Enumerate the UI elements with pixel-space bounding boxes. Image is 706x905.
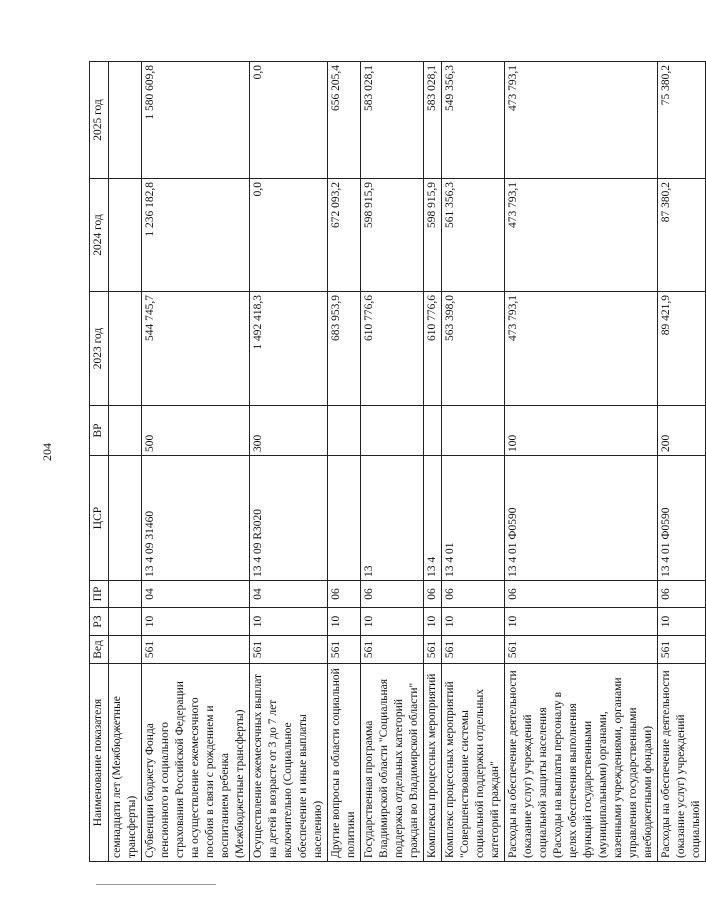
row-ved: 561 (424, 636, 442, 664)
row-rz: 10 (424, 608, 442, 636)
row-name: Государственная программа Владимирской области "Социальная поддержка отдельных категорий граждан во Владимирской области" (361, 664, 424, 862)
row-2024: 598 915,9 (361, 179, 424, 292)
table-row (442, 62, 505, 862)
row-vr (442, 406, 505, 456)
row-ved: 561 (328, 636, 361, 664)
row-csr: 13 4 01 (442, 456, 505, 581)
table-row (505, 62, 658, 862)
row-2023: 89 421,9 (658, 292, 706, 406)
row-rz: 10 (328, 608, 361, 636)
table-row (109, 62, 142, 862)
row-2025: 656 205,4 (328, 62, 361, 179)
row-vr: 100 (505, 406, 658, 456)
row-2023: 610 776,6 (424, 292, 442, 406)
row-2024: 1 236 182,8 (142, 179, 250, 292)
row-2025: 583 028,1 (424, 62, 442, 179)
row-2025: 75 380,2 (658, 62, 706, 179)
row-ved: 561 (361, 636, 424, 664)
row-rz: 10 (250, 608, 328, 636)
row-ved (109, 636, 142, 664)
column-header-rz: РЗ (90, 608, 109, 636)
row-name: Комплекс процессных мероприятий "Совершенствование системы социальной поддержки отдельных категорий граждан" (442, 664, 505, 862)
row-csr (328, 456, 361, 581)
table-row (142, 62, 250, 862)
row-csr (109, 456, 142, 581)
row-csr: 13 4 01 Ф0590 (505, 456, 658, 581)
column-header-name: Наименование показателя (90, 664, 109, 862)
row-name: Другие вопросы в области социальной политики (328, 664, 361, 862)
row-name: Расходы на обеспечение деятельности (оказание услуг) учреждений социальной (658, 664, 706, 862)
table-row (658, 62, 706, 862)
row-2024 (109, 179, 142, 292)
column-header-2025: 2025 год (90, 62, 109, 179)
row-vr (424, 406, 442, 456)
budget-table-rotated (89, 62, 702, 862)
row-rz: 10 (442, 608, 505, 636)
column-header-ved: Вед (90, 636, 109, 664)
row-csr: 13 4 (424, 456, 442, 581)
column-header-2023: 2023 год (90, 292, 109, 406)
row-2025: 473 793,1 (505, 62, 658, 179)
row-pr: 06 (424, 581, 442, 608)
row-2024: 473 793,1 (505, 179, 658, 292)
row-2024: 598 915,9 (424, 179, 442, 292)
table-row (328, 62, 361, 862)
row-ved: 561 (142, 636, 250, 664)
row-rz (109, 608, 142, 636)
row-vr (328, 406, 361, 456)
row-name: Комплексы процессных мероприятий (424, 664, 442, 862)
row-pr: 06 (505, 581, 658, 608)
row-2023: 683 953,9 (328, 292, 361, 406)
scan-edge-mark (96, 884, 216, 885)
row-name: Субвенции бюджету Фонда пенсионного и социального страхования Российской Федерации на осуществление ежемесячного пособия в связи с рождением и воспитанием ребенка (Межбюджетные трансферты) (142, 664, 250, 862)
budget-table-frame (89, 62, 702, 862)
row-ved: 561 (442, 636, 505, 664)
row-2023: 544 745,7 (142, 292, 250, 406)
row-2023: 473 793,1 (505, 292, 658, 406)
row-2023 (109, 292, 142, 406)
row-ved: 561 (658, 636, 706, 664)
row-pr: 04 (142, 581, 250, 608)
row-2023: 1 492 418,3 (250, 292, 328, 406)
row-vr: 300 (250, 406, 328, 456)
budget-table (89, 61, 706, 862)
row-2024: 561 356,3 (442, 179, 505, 292)
row-rz: 10 (658, 608, 706, 636)
row-ved: 561 (505, 636, 658, 664)
row-csr: 13 (361, 456, 424, 581)
row-rz: 10 (361, 608, 424, 636)
row-2024: 0,0 (250, 179, 328, 292)
row-name: Осуществление ежемесячных выплат на детей в возрасте от 3 до 7 лет включительно (Социальное обеспечение и иные выплаты населению) (250, 664, 328, 862)
table-row (361, 62, 424, 862)
row-vr (361, 406, 424, 456)
row-vr: 200 (658, 406, 706, 456)
row-ved: 561 (250, 636, 328, 664)
row-pr (109, 581, 142, 608)
table-row (424, 62, 442, 862)
row-2024: 87 380,2 (658, 179, 706, 292)
row-2023: 610 776,6 (361, 292, 424, 406)
row-pr: 04 (250, 581, 328, 608)
row-2025: 1 580 609,8 (142, 62, 250, 179)
row-2024: 672 093,2 (328, 179, 361, 292)
row-vr (109, 406, 142, 456)
page-number: 204 (40, 443, 54, 461)
row-pr: 06 (658, 581, 706, 608)
column-header-csr: ЦСР (90, 456, 109, 581)
row-csr: 13 4 01 Ф0590 (658, 456, 706, 581)
table-header-row (90, 62, 109, 862)
row-pr: 06 (361, 581, 424, 608)
row-2025: 0,0 (250, 62, 328, 179)
column-header-vr: ВР (90, 406, 109, 456)
row-pr: 06 (442, 581, 505, 608)
row-csr: 13 4 09 R3020 (250, 456, 328, 581)
column-header-2024: 2024 год (90, 179, 109, 292)
column-header-pr: ПР (90, 581, 109, 608)
row-pr: 06 (328, 581, 361, 608)
row-csr: 13 4 09 31460 (142, 456, 250, 581)
row-name: семнадцати лет (Межбюджетные трансферты) (109, 664, 142, 862)
table-row (250, 62, 328, 862)
row-vr: 500 (142, 406, 250, 456)
row-name: Расходы на обеспечение деятельности (оказание услуг) учреждений социальной защиты населения (Расходы на выплаты персоналу в целях обеспечения выполнения функций государственными (муниципальными) органами, казенными учреждениями, органами управления государственными внебюджетными фондами) (505, 664, 658, 862)
row-rz: 10 (505, 608, 658, 636)
row-2023: 563 398,0 (442, 292, 505, 406)
row-2025: 549 356,3 (442, 62, 505, 179)
row-2025 (109, 62, 142, 179)
row-rz: 10 (142, 608, 250, 636)
row-2025: 583 028,1 (361, 62, 424, 179)
